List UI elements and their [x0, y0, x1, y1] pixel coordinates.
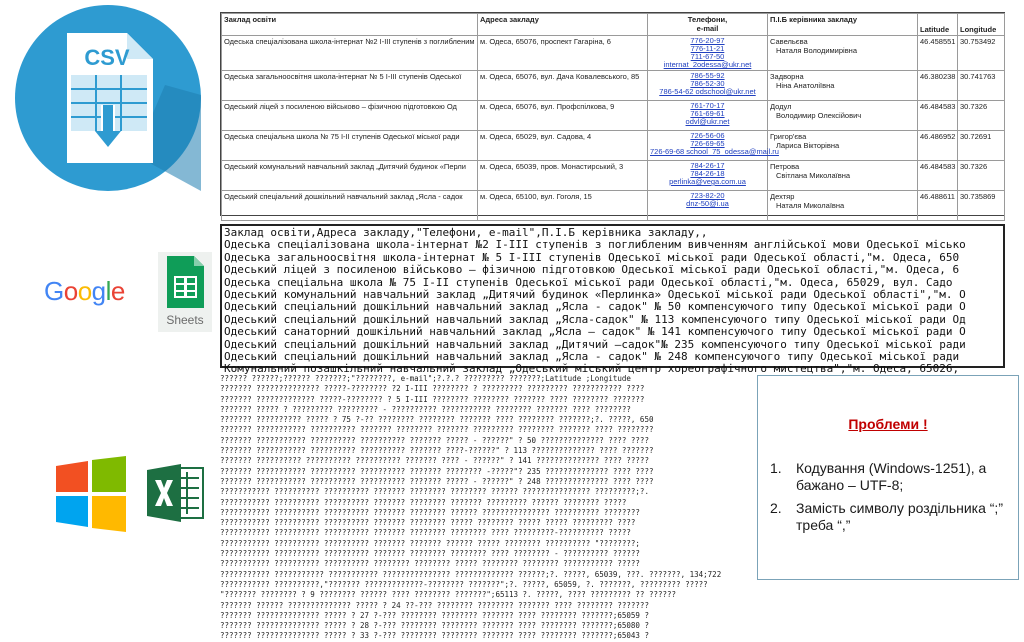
head-first-name: Наталя Володимирівна — [776, 46, 857, 55]
csv-file-icon — [15, 5, 201, 191]
header-address: Адреса закладу — [478, 14, 648, 36]
spreadsheet-table-panel — [220, 12, 1005, 216]
problem-text: Замість символу роздільника “;” треба “,” — [796, 500, 1003, 533]
garbled-line: ??????? ?????????? ????? ? 75 ?-?? ???????? ???????? ??????? ???? ???????? ???????;?. ?????, 650 — [220, 415, 654, 425]
phone-link[interactable]: odvl@ukr.net — [685, 117, 730, 126]
phone-link[interactable]: 786-52-30 — [690, 79, 725, 88]
garbled-line: ??????????? ??????????,"??????? ?????????????-???????? ???????";?. ?????, 65059, ?. ???????, ????????? ????? — [220, 579, 708, 589]
problems-title: Проблеми ! — [848, 416, 928, 432]
cell-head — [768, 191, 918, 221]
csv-line: Одеська спеціальна школа № 75 І-ІІ ступенів Одеської міської ради Одеської області,"м. Одеса, 65029, вул. Садо — [224, 275, 953, 289]
csv-line: Одеський ліцей з посиленою військово – фізичною підготовкою Одеської міської ради Одеської області,"м. Одеса, 6 — [224, 263, 960, 277]
csv-line: Одеський комунальний навчальний заклад „Дитячий будинок «Перлинка» Одеської міської ради Одеської області","м. О — [224, 288, 966, 302]
garbled-line: ??????????? ?????????? ?????????? ??????? ???????? ??????? ????????? ?????? ???????? ????? — [220, 497, 627, 507]
cell-phones — [648, 131, 779, 161]
head-last-name: Григор'єва — [770, 132, 807, 141]
garbled-line: ?????? ??????;?????? ???????;"????????, e-mail";?.?.? ????????? ???????;Latitude ;Longitude — [220, 374, 631, 383]
table-row — [222, 71, 1005, 101]
garbled-line: ??????? ??????????? ?????????? ?????????? ??????? ????-??????" ? 113 ?????????????? ???? ??????? — [220, 446, 654, 456]
cell-school: Одеська спеціалізована школа-інтернат №2 І-ІІІ ступенів з поглибленим — [222, 36, 478, 71]
cell-latitude: 46.458551 — [918, 36, 958, 71]
head-last-name: Задворна — [770, 72, 804, 81]
cell-address: м. Одеса, 65076, вул. Дача Ковалевського, 85 — [478, 71, 648, 101]
google-letter: G — [44, 276, 64, 306]
cell-latitude: 46.484583 — [918, 101, 958, 131]
head-first-name: Наталя Миколаївна — [776, 201, 845, 210]
garbled-line: ??????????? ?????????? ?????????? ???????? ???????? ????? ???????? ???????? ??????????? ????? — [220, 559, 640, 569]
garbled-line: ??????? ????????????? ?????-???????? ? 5 I-III ???????? ???????? ??????? ???? ???????? ??????? — [220, 394, 645, 404]
garbled-line: ??????? ????? ? ????????? ????????? - ?????????? ??????????? ???????? ??????? ???? ???????? — [220, 404, 631, 414]
garbled-line: ??????? ??????????? ?????????? ?????????? ??????? ????? - ??????" ? 248 ?????????????? ???? ???? — [220, 476, 654, 486]
csv-line: Одеський спеціальний дошкільний навчальний заклад „Ясла - садок" № 50 компенсуючого типу Одеської міської ради О — [224, 300, 966, 314]
problem-item — [770, 500, 1016, 534]
table-row — [222, 131, 1005, 161]
phone-link[interactable]: 784-26-18 — [690, 169, 725, 178]
problem-number: 1. — [770, 460, 782, 476]
cell-phones — [648, 191, 768, 221]
sheets-label: Sheets — [166, 313, 204, 327]
google-letter: l — [105, 276, 111, 306]
header-phones — [648, 14, 768, 36]
garbled-line: ??????? ?????????????? ?????-???????? ?2 I-III ???????? ? ????????? ????????? ??????????? ???? — [220, 384, 645, 394]
cell-address: м. Одеса, 65076, вул. Профспілкова, 9 — [478, 101, 648, 131]
cell-phones — [648, 101, 768, 131]
cell-phones — [648, 71, 768, 101]
windows-logo-icon — [52, 456, 130, 532]
garbled-line: ??????????? ?????????? ?????????? ??????? ??????? ?????? ????? ???????? ?????????? "????????; — [220, 538, 640, 548]
cell-longitude: 30.7326 — [958, 161, 1005, 191]
problem-item — [770, 460, 1016, 494]
google-sheets-icon — [158, 252, 212, 332]
garbled-line: ??????????? ?????????? ?????????? ??????? ???????? ???????? ???? ?????????-?????????? ????? — [220, 528, 631, 538]
cell-address: м. Одеса, 65039, пров. Монастирський, 3 — [478, 161, 648, 191]
cell-head — [768, 71, 918, 101]
phone-link[interactable]: 726-69-65 — [690, 139, 725, 148]
google-letter: o — [63, 276, 78, 306]
phone-link[interactable]: 761-70-17 — [690, 101, 725, 110]
phone-link[interactable]: 786-55-92 — [690, 71, 725, 80]
header-email-label: e-mail — [696, 24, 719, 33]
cell-address: м. Одеса, 65076, проспект Гагаріна, 6 — [478, 36, 648, 71]
phone-link[interactable]: 776-11-21 — [690, 44, 725, 53]
cell-school: Одеський комунальний навчальний заклад „Дитячий будинок «Перли — [222, 161, 478, 191]
garbled-line: ??????? ?????????????? ????? ? 33 ?-??? ???????? ???????? ??????? ???? ???????? ???????;65043 ? — [220, 631, 649, 641]
google-letter: o — [77, 276, 92, 306]
problem-text: Кодування (Windows-1251), а бажано – UTF-8; — [796, 460, 987, 493]
garbled-line: ??????? ??????????? ?????????? ?????????? ??????? ????? - ??????" ? 50 ?????????????? ???? ???? — [220, 435, 649, 445]
phone-link[interactable]: 711-67-50 — [690, 52, 725, 61]
csv-line: Заклад освіти,Адреса закладу,"Телефони, e-mail",П.І.Б керівника закладу,, — [224, 226, 708, 239]
head-last-name: Додул — [770, 102, 792, 111]
csv-text-panel — [220, 224, 1005, 376]
csv-line: Одеська спеціалізована школа-інтернат №2 І-ІІІ ступенів з поглибленим вивченням англійської мови Одеської місько — [224, 238, 966, 252]
garbled-line: ??????? ?????????? ?????????? ?????????? ??????? ???? - ??????" ? 141 ?????????????? ???? ????? — [220, 456, 649, 466]
garbled-line: ??????????? ?????????? ?????????? ??????? ???????? ?????? ??????????????? ?????????? ???????? — [220, 507, 640, 517]
header-school: Заклад освіти — [222, 14, 478, 36]
csv-line: Одеський спеціальний дошкільний навчальний заклад „Дитячий –садок"№ 235 компенсуючого типу Одеської міської ради — [224, 337, 966, 351]
garbled-line: ??????????? ?????????? ?????????? ??????? ???????? ???????? ???? ???????? - ?????????? ?????? — [220, 549, 640, 559]
garbled-line: ??????? ??????????? ?????????? ??????? ???????? ??????? ????????? ???????? ??????? ???? ???????? — [220, 425, 654, 435]
google-letter: g — [91, 276, 106, 306]
csv-line: Одеська загальноосвітня школа-інтернат № 5 І-ІІІ ступенів Одеської міської ради Одеської області,"м. Одеса, 650 — [224, 250, 960, 264]
csv-line: Комунальний позашкільний навчальний заклад „Одеський міський центр хореографічного мистецтва","м. Одеса, 65026, — [224, 362, 960, 376]
garbled-line: ??????? ?????????????? ????? ? 28 ?-??? ???????? ???????? ??????? ???? ???????? ???????;65080 ? — [220, 621, 649, 631]
phone-link[interactable]: 761-69-61 — [690, 109, 725, 118]
csv-file-icon-graphic — [15, 5, 201, 191]
excel-icon — [145, 462, 207, 524]
problems-box — [757, 375, 1019, 580]
google-logo — [44, 276, 125, 307]
table-row — [222, 101, 1005, 131]
table-row — [222, 161, 1005, 191]
cell-longitude: 30.72691 — [958, 131, 1005, 161]
cell-school: Одеська загальноосвітня школа-інтернат № 5 І-ІІІ ступенів Одеської — [222, 71, 478, 101]
header-phones-label: Телефони, — [687, 15, 728, 24]
garbled-line: ??????????? ?????????? ?????????? ??????? ???????? ????? ???????? ????? ????? ????????? ???? — [220, 518, 636, 528]
problems-list — [770, 460, 1016, 540]
cell-school: Одеська спеціальна школа № 75 І-ІІ ступенів Одеської міської ради — [222, 131, 478, 161]
head-first-name: Лариса Вікторівна — [776, 141, 840, 150]
phone-link[interactable]: 726-69-68 school_75_odessa@mail.ru — [650, 147, 779, 156]
phone-link[interactable]: dnz-50@i.ua — [686, 199, 729, 208]
head-first-name: Володимир Олексійович — [776, 111, 862, 120]
garbled-csv-text — [220, 374, 744, 641]
cell-longitude: 30.735869 — [958, 191, 1005, 221]
schools-table — [221, 13, 1005, 221]
garbled-line: ??????? ??????????? ?????????? ?????????? ??????? ???????? -?????"? 235 ?????????????? ???? ???? — [220, 466, 654, 476]
csv-line: Одеський спеціальний дошкільний навчальний заклад „Ясла - садок" № 248 компенсуючого типу Одеської міської ради — [224, 350, 960, 364]
header-head: П.І.Б керівника закладу — [768, 14, 918, 36]
cell-school: Одеський ліцей з посиленою військово – фізичною підготовкою Од — [222, 101, 478, 131]
head-last-name: Дехтяр — [770, 192, 795, 201]
phone-link[interactable]: 786-54-62 odschool@ukr.net — [659, 87, 756, 96]
cell-phones — [648, 161, 768, 191]
table-row — [222, 36, 1005, 71]
table-header-row — [222, 14, 1005, 36]
cell-latitude: 46.486952 — [918, 131, 958, 161]
cell-longitude: 30.7326 — [958, 101, 1005, 131]
garbled-line: ??????? ?????? ?????????????? ????? ? 24 ??-??? ???????? ???????? ??????? ???? ???????? ??????? — [220, 600, 649, 610]
header-latitude: Latitude — [918, 14, 958, 36]
cell-phones — [648, 36, 768, 71]
garbled-line: "??????? ???????? ? 9 ???????? ?????? ???? ???????? ???????";65113 ?. ?????, ???? ????????? ?? ?????? — [220, 590, 677, 600]
head-first-name: Світлана Миколаївна — [776, 171, 851, 180]
sheets-document-icon — [158, 252, 212, 312]
cell-address: м. Одеса, 65029, вул. Садова, 4 — [478, 131, 648, 161]
phone-link[interactable]: perlinka@vega.com.ua — [669, 177, 746, 186]
garbled-line: ??????????? ??????????? ??????????? ??????????????? ????????????? ??????;?. ?????, 65039, ???. ???????, 134;722 — [220, 569, 722, 579]
cell-address: м. Одеса, 65100, вул. Гоголя, 15 — [478, 191, 648, 221]
header-longitude: Longitude — [958, 14, 1005, 36]
cell-longitude: 30.741763 — [958, 71, 1005, 101]
phone-link[interactable]: 723-82-20 — [690, 191, 725, 200]
cell-latitude: 46.380238 — [918, 71, 958, 101]
head-last-name: Савельєва — [770, 37, 808, 46]
garbled-line: ??????????? ?????????? ?????????? ??????? ???????? ???????? ?????? ??????????????? ?????????;?. — [220, 487, 649, 497]
phone-link[interactable]: 776-20-97 — [690, 36, 725, 45]
cell-head — [768, 36, 918, 71]
phone-link[interactable]: internat_2odessa@ukr.net — [663, 60, 752, 69]
phone-link[interactable]: 784-26-17 — [690, 161, 725, 170]
problem-number: 2. — [770, 500, 782, 516]
csv-line: Одеський санаторний дошкільний навчальний заклад „Ясла – садок" № 141 компенсуючого типу Одеської міської ради О — [224, 325, 966, 339]
csv-line: Одеський спеціальний дошкільний навчальний заклад „Ясла-садок" № 113 компенсуючого типу Одеської міської ради Од — [224, 312, 966, 326]
google-letter: e — [110, 276, 125, 306]
head-last-name: Петрова — [770, 162, 800, 171]
garbled-line: ??????? ?????????????? ????? ? 27 ?-??? ???????? ???????? ??????? ???? ???????? ???????;65059 ? — [220, 610, 649, 620]
cell-longitude: 30.753492 — [958, 36, 1005, 71]
cell-latitude: 46.488611 — [918, 191, 958, 221]
cell-head — [768, 101, 918, 131]
csv-label: CSV — [84, 45, 130, 70]
cell-head — [768, 131, 918, 161]
cell-head — [768, 161, 918, 191]
phone-link[interactable]: 726-56-06 — [690, 131, 725, 140]
head-first-name: Ніна Анатоліївна — [776, 81, 835, 90]
cell-latitude: 46.484583 — [918, 161, 958, 191]
table-row — [222, 191, 1005, 221]
cell-school: Одеський спеціальний дошкільний навчальний заклад „Ясла - садок — [222, 191, 478, 221]
